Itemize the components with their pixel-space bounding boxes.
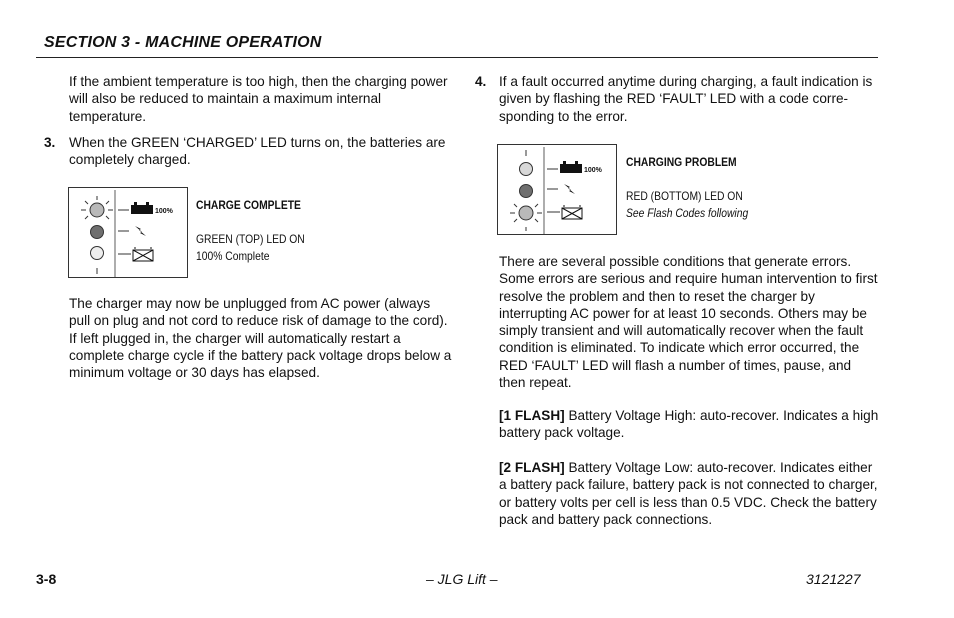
figure-title: CHARGE COMPLETE [196,198,301,212]
figure-line-2: 100% Complete [196,249,270,263]
lightning-icon [547,184,575,194]
battery-percent-label: 100% [584,167,602,174]
after-figure-paragraph: The charger may now be unplugged from AC power (always pull on plug and not cord to reduce risk of damage to the cord). If left plugged in, the charger will automatically restart a complete charge cycle if the battery pack voltage drops below a minimum voltage or 30 days has elapsed. [69,296,452,381]
middle-led-icon [91,226,104,239]
bottom-led-off-icon [91,247,104,260]
document-number: 3121227 [806,571,861,587]
step-3-number: 3. [44,135,56,150]
middle-led-icon [520,185,533,198]
figure-title: CHARGING PROBLEM [626,155,737,169]
header-rule [36,57,878,58]
battery-fault-icon [118,247,153,261]
charging-problem-figure [497,144,749,235]
battery-full-icon [118,202,153,214]
bottom-led-lit-icon [510,204,542,231]
footer-title: – JLG Lift – [426,571,498,587]
flash-2-label: [2 FLASH] [499,460,565,475]
step-3-text: When the GREEN ‘CHARGED’ LED turns on, the batteries are completely charged. [69,135,446,168]
battery-percent-label: 100% [155,208,173,215]
flash-1-paragraph [499,407,881,442]
flash-2-text: Battery Voltage Low: auto-recover. Indicates either a battery pack failure, battery pack is not connected to charger, or battery volts per cell is less than 0.5 VDC. Check the battery pack and battery pack connections. [499,460,878,527]
flash-2-paragraph [499,459,881,528]
intro-paragraph: If the ambient temperature is too high, then the charging power will also be reduced to maintain a maximum internal temperature. [69,74,448,124]
led-panel-illustration [69,188,189,279]
step-4-number: 4. [475,74,487,89]
step-4-text: If a fault occurred anytime during charging, a fault indication is given by flashing the RED ‘FAULT’ LED with a code corre-sponding to the error. [499,74,873,124]
top-led-off-icon [520,163,533,176]
flash-1-label: [1 FLASH] [499,408,565,423]
page-number: 3-8 [36,571,57,587]
section-title: SECTION 3 - MACHINE OPERATION [44,34,322,51]
top-led-lit-icon [81,196,113,219]
errors-paragraph: There are several possible conditions that generate errors. Some errors are serious and require human intervention to first resolve the problem and then to reset the charger by interrupting AC power for at least 10 seconds. Others may be simply transient and will automatically recover when the fault condition is eliminated. To indicate which error occurred, the RED ‘FAULT’ LED will flash a number of times, pause, and then repeat. [499,254,878,391]
lightning-icon [118,226,146,236]
flash-1-text: Battery Voltage High: auto-recover. Indicates a high battery pack voltage. [499,408,879,441]
battery-full-icon [547,161,582,173]
battery-fault-icon [547,205,582,219]
figure-line-1: GREEN (TOP) LED ON [196,232,305,246]
led-panel-illustration [498,145,618,236]
figure-line-1: RED (BOTTOM) LED ON [626,189,743,203]
charge-complete-figure [68,187,305,278]
figure-line-2: See Flash Codes following [626,206,749,220]
